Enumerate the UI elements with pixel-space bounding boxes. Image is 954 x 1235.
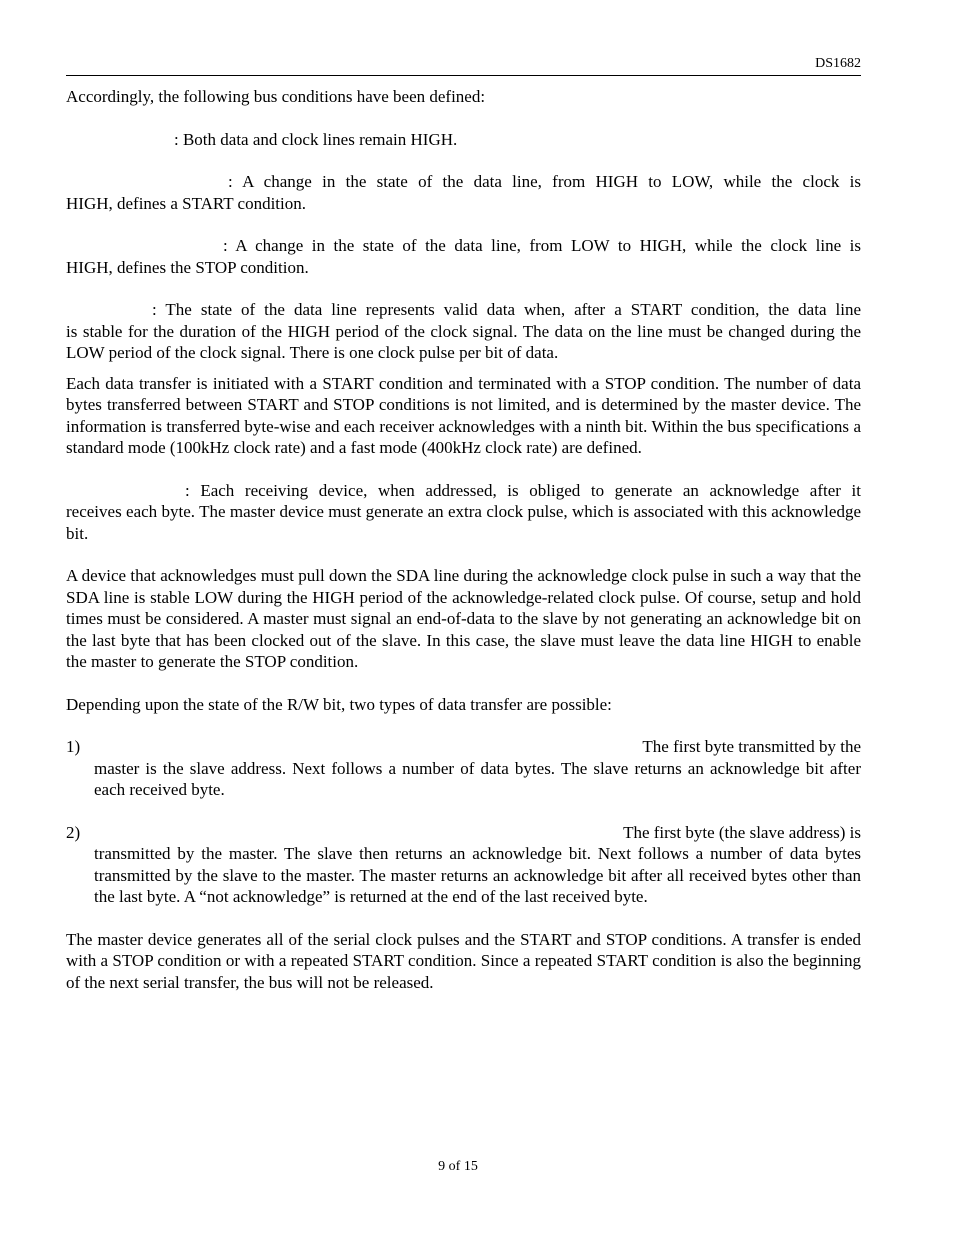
document-id: DS1682 [815, 56, 861, 71]
list-item [66, 736, 861, 801]
list-item-number: 2) [66, 822, 81, 842]
list-item-lead: The first byte transmitted by the [642, 737, 861, 756]
start-condition-paragraph [66, 171, 861, 214]
start-condition-line1: : A change in the state of the data line, from HIGH to LOW, while the clock is [228, 172, 861, 191]
list-item [66, 822, 861, 908]
master-paragraph: The master device generates all of the serial clock pulses and the START and STOP conditions. A transfer is ended with a STOP condition or with a repeated START condition. Since a repeated START condition is also the beginning of the next serial transfer, the bus will not be released. [66, 929, 861, 992]
data-valid-line1: : The state of the data line represents valid data when, after a START condition, the data line [152, 300, 861, 319]
list-item-number: 1) [66, 737, 81, 756]
page-content [66, 86, 861, 993]
list-item-lead: The first byte (the slave address) is [623, 822, 861, 842]
data-valid-paragraph [66, 299, 861, 364]
sda-paragraph: A device that acknowledges must pull down the SDA line during the acknowledge clock pulse in such a way that the SDA line is stable LOW during the HIGH period of the acknowledge-related clock pulse. Of course, setup and hold times must be considered. A master must signal an end-of-data to the slave by not generating an acknowledge bit on the last byte that has been clocked out of the slave. In this case, the slave must leave the data line HIGH to enable the master to generate the STOP condition. [66, 566, 861, 671]
header-rule [66, 75, 861, 76]
intro-paragraph: Accordingly, the following bus conditions have been defined: [66, 87, 486, 106]
start-condition-line2: HIGH, defines a START condition. [66, 193, 306, 213]
data-transfer-paragraph: Each data transfer is initiated with a START condition and terminated with a STOP condition. The number of data bytes transferred between START and STOP conditions is not limited, and is determined by the master device. The information is transferred byte-wise and each receiver acknowledges with a ninth bit. Within the bus specifications a standard mode (100kHz clock rate) and a fast mode (400kHz clock rate) are defined. [66, 373, 861, 457]
bus-not-busy-text: : Both data and clock lines remain HIGH. [174, 129, 458, 149]
bus-not-busy-paragraph [66, 129, 861, 151]
stop-condition-line2: HIGH, defines the STOP condition. [66, 257, 309, 277]
acknowledge-paragraph [66, 480, 861, 545]
rw-paragraph: Depending upon the state of the R/W bit, two types of data transfer are possible: [66, 694, 612, 714]
page-number: 9 of 15 [438, 1159, 478, 1174]
data-valid-rest: is stable for the duration of the HIGH period of the clock signal. The data on the line must be changed during the LOW period of the clock signal. There is one clock pulse per bit of data. [66, 321, 861, 362]
list-item-text: master is the slave address. Next follows a number of data bytes. The slave returns an acknowledge bit after each received byte. [94, 758, 861, 799]
acknowledge-rest: receives each byte. The master device must generate an extra clock pulse, which is associated with this acknowledge bit. [66, 502, 861, 543]
acknowledge-line1: : Each receiving device, when addressed, is obliged to generate an acknowledge after it [185, 480, 861, 500]
list-item-text: transmitted by the master. The slave then returns an acknowledge bit. Next follows a number of data bytes transmitted by the slave to the master. The master returns an acknowledge bit after all received bytes other than the last byte. A “not acknowledge” is returned at the end of the last received byte. [94, 844, 861, 906]
stop-condition-paragraph [66, 235, 861, 278]
stop-condition-line1: : A change in the state of the data line, from LOW to HIGH, while the clock line is [223, 236, 861, 255]
